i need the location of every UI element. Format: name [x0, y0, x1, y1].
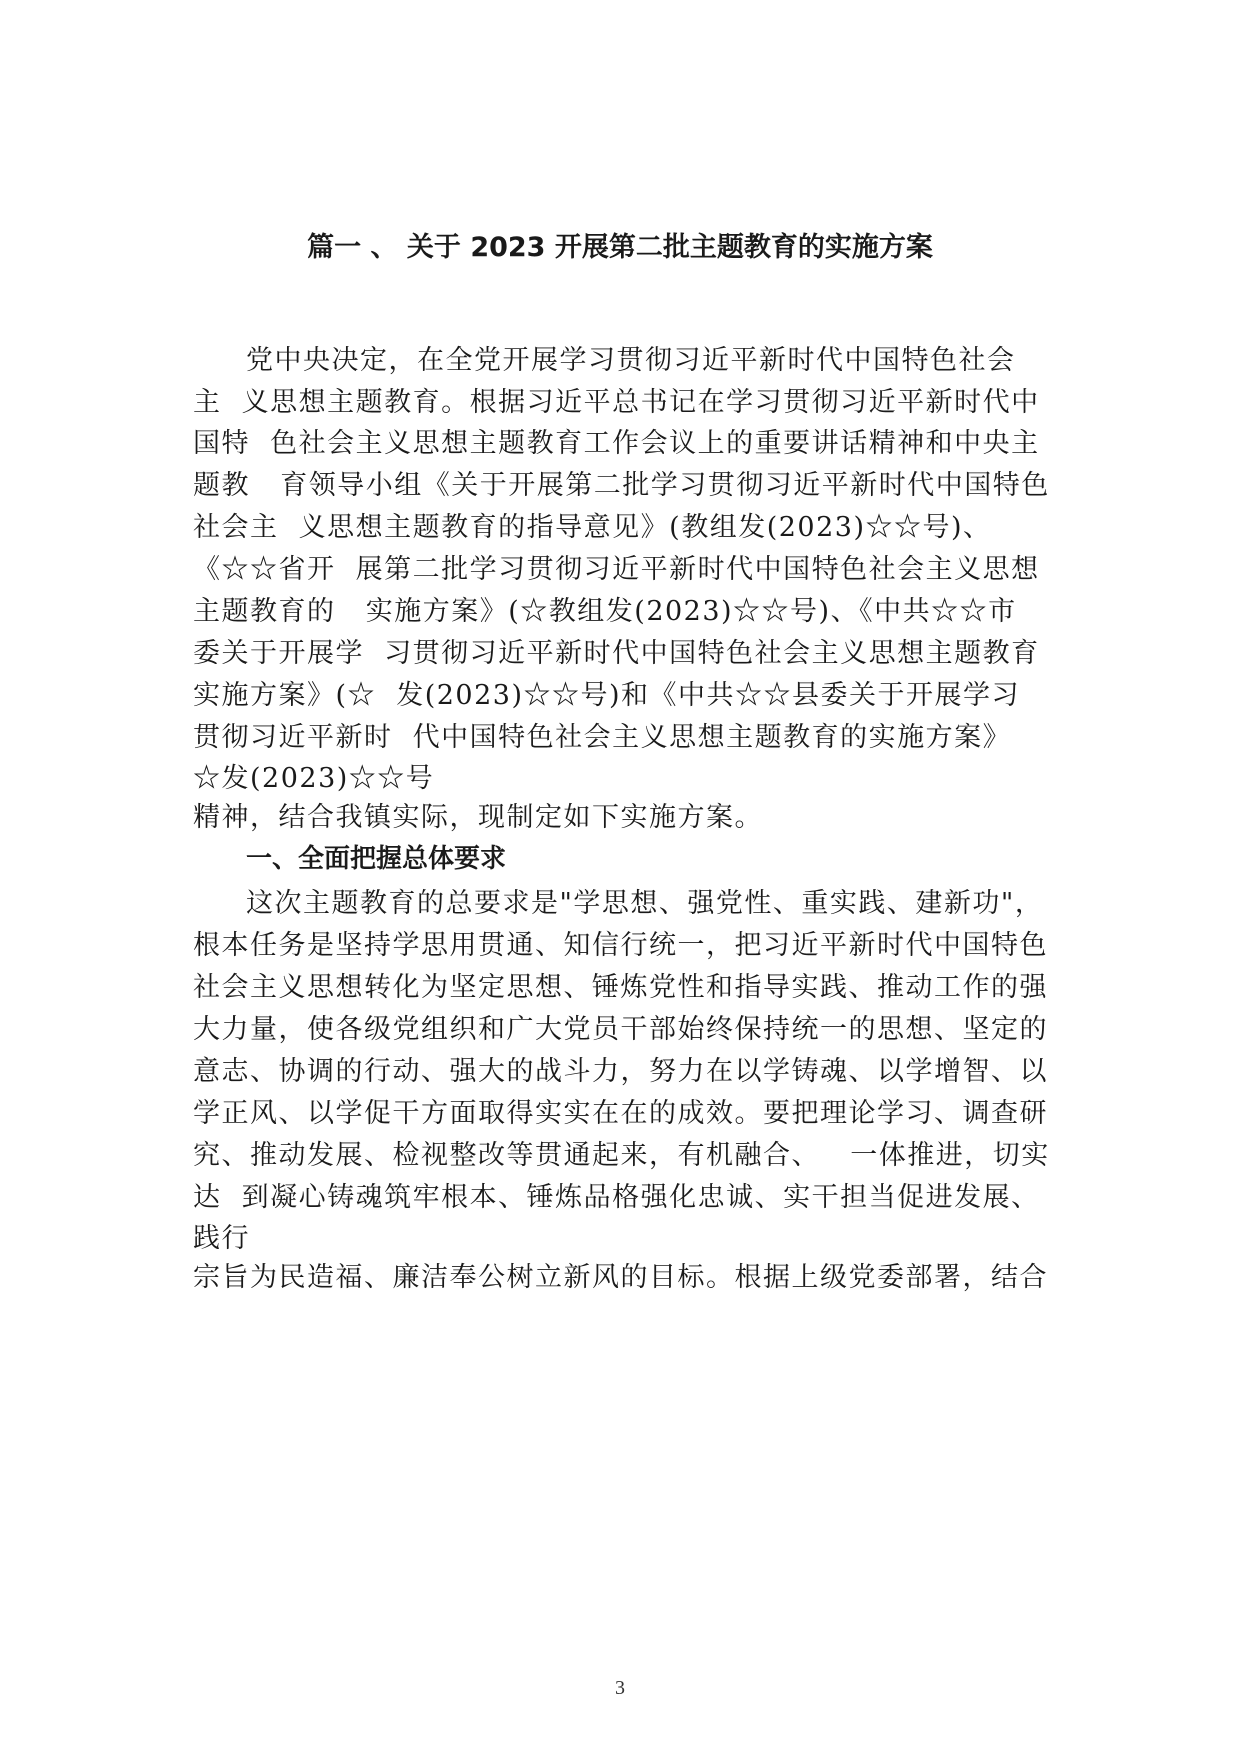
body-text-line: 意志、协调的行动、强大的战斗力，努力在以学铸魂、以学增智、以 [193, 1056, 1048, 1087]
body-text-line: 学正风、以学促干方面取得实实在在的成效。要把理论学习、调查研 [193, 1098, 1048, 1129]
body-text-line: 社会主义思想转化为坚定思想、锤炼党性和指导实践、推动工作的强 [193, 972, 1048, 1003]
body-text-line: 主 义思想主题教育。根据习近平总书记在学习贯彻习近平新时代中 [193, 387, 1040, 418]
page-number: 3 [615, 1677, 625, 1699]
body-text-line: 达 到凝心铸魂筑牢根本、锤炼品格强化忠诚、实干担当促进发展、 [193, 1182, 1040, 1213]
body-text-line: 践行 [193, 1223, 250, 1254]
body-text-line: 社会主 义思想主题教育的指导意见》(教组发(2023)☆☆号)、 [193, 512, 992, 543]
body-text-line: 题教 育领导小组《关于开展第二批学习贯彻习近平新时代中国特色 [193, 470, 1050, 501]
body-text-line: ☆发(2023)☆☆号 [193, 763, 435, 794]
body-text-line: 实施方案》(☆ 发(2023)☆☆号)和《中共☆☆县委关于开展学习 [193, 680, 1021, 711]
body-text-line: 这次主题教育的总要求是"学思想、强党性、重实践、建新功"， [246, 888, 1044, 919]
body-text-line: 国特 色社会主义思想主题教育工作会议上的重要讲话精神和中央主 [193, 428, 1040, 459]
body-text-line: 党中央决定，在全党开展学习贯彻习近平新时代中国特色社会 [246, 345, 1016, 376]
body-text-line: 委关于开展学 习贯彻习近平新时代中国特色社会主义思想主题教育 [193, 638, 1040, 669]
body-text-line: 究、推动发展、检视整改等贯通起来，有机融合、 一体推进，切实 [193, 1140, 1050, 1171]
body-text-line: 《☆☆省开 展第二批学习贯彻习近平新时代中国特色社会主义思想 [193, 554, 1040, 585]
page-title: 篇一 、 关于 2023 开展第二批主题教育的实施方案 [307, 232, 933, 263]
body-text-line: 贯彻习近平新时 代中国特色社会主义思想主题教育的实施方案》 [193, 722, 1012, 753]
body-text-line: 大力量，使各级党组织和广大党员干部始终保持统一的思想、坚定的 [193, 1014, 1048, 1045]
body-text-line: 根本任务是坚持学思用贯通、知信行统一，把习近平新时代中国特色 [193, 930, 1048, 961]
body-text-line: 精神，结合我镇实际，现制定如下实施方案。 [193, 802, 763, 833]
section-heading: 一、全面把握总体要求 [246, 844, 507, 874]
body-text-line: 主题教育的 实施方案》(☆教组发(2023)☆☆号)、《中共☆☆市 [193, 596, 1017, 627]
body-text-line: 宗旨为民造福、廉洁奉公树立新风的目标。根据上级党委部署，结合 [193, 1262, 1048, 1293]
